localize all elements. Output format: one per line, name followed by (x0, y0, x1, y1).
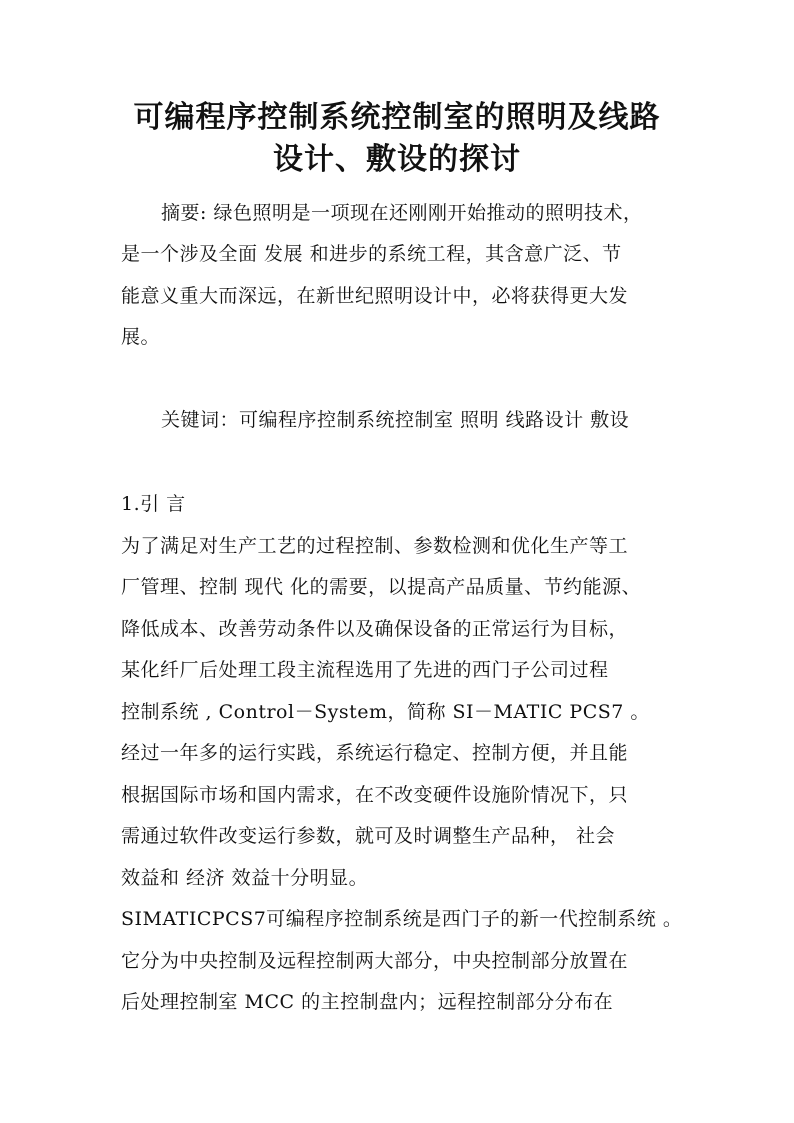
body-line-4: 某化纤厂后处理工段主流程选用了先进的西门子公司过程 (121, 659, 609, 681)
body-line-2: 厂管理、控制 现代 化的需要，以提高产品质量、节约能源、 (121, 576, 642, 598)
body-line-6: 经过一年多的运行实践，系统运行稳定、控制方便，并且能 (121, 742, 629, 764)
body-line-11: 它分为中央控制及远程控制两大部分，中央控制部分放置在 (121, 950, 629, 972)
body-line-8: 需通过软件改变运行参数，就可及时调整生产品种， 社会 (121, 825, 616, 847)
document-title-line-1: 可编程序控制系统控制室的照明及线路 (133, 100, 661, 135)
body-line-1: 为了满足对生产工艺的过程控制、参数检测和优化生产等工 (121, 535, 629, 557)
body-line-10: SIMATICPCS7可编程序控制系统是西门子的新一代控制系统 。 (121, 908, 683, 930)
abstract-line-3: 能意义重大而深远，在新世纪照明设计中，必将获得更大发 (121, 285, 629, 307)
body-line-12: 后处理控制室 MCC 的主控制盘内；远程控制部分分布在 (121, 991, 614, 1013)
body-line-7: 根据国际市场和国内需求，在不改变硬件设施阶情况下，只 (121, 784, 629, 806)
document-title-line-2: 设计、敷设的探讨 (273, 142, 521, 177)
keywords-line: 关键词：可编程序控制系统控制室 照明 线路设计 敷设 (161, 409, 630, 431)
body-line-5: 控制系统 , Control－System，简称 SI－MATIC PCS7 。 (121, 701, 650, 723)
abstract-line-1: 摘要: 绿色照明是一项现在还刚刚开始推动的照明技术， (161, 202, 643, 224)
section-heading: 1.引 言 (121, 493, 186, 515)
abstract-line-2: 是一个涉及全面 发展 和进步的系统工程，其含意广泛、节 (121, 243, 622, 265)
body-line-3: 降低成本、改善劳动条件以及确保设备的正常运行为目标， (121, 618, 629, 640)
abstract-line-4: 展。 (121, 326, 161, 348)
body-line-9: 效益和 经济 效益十分明显。 (121, 867, 369, 889)
